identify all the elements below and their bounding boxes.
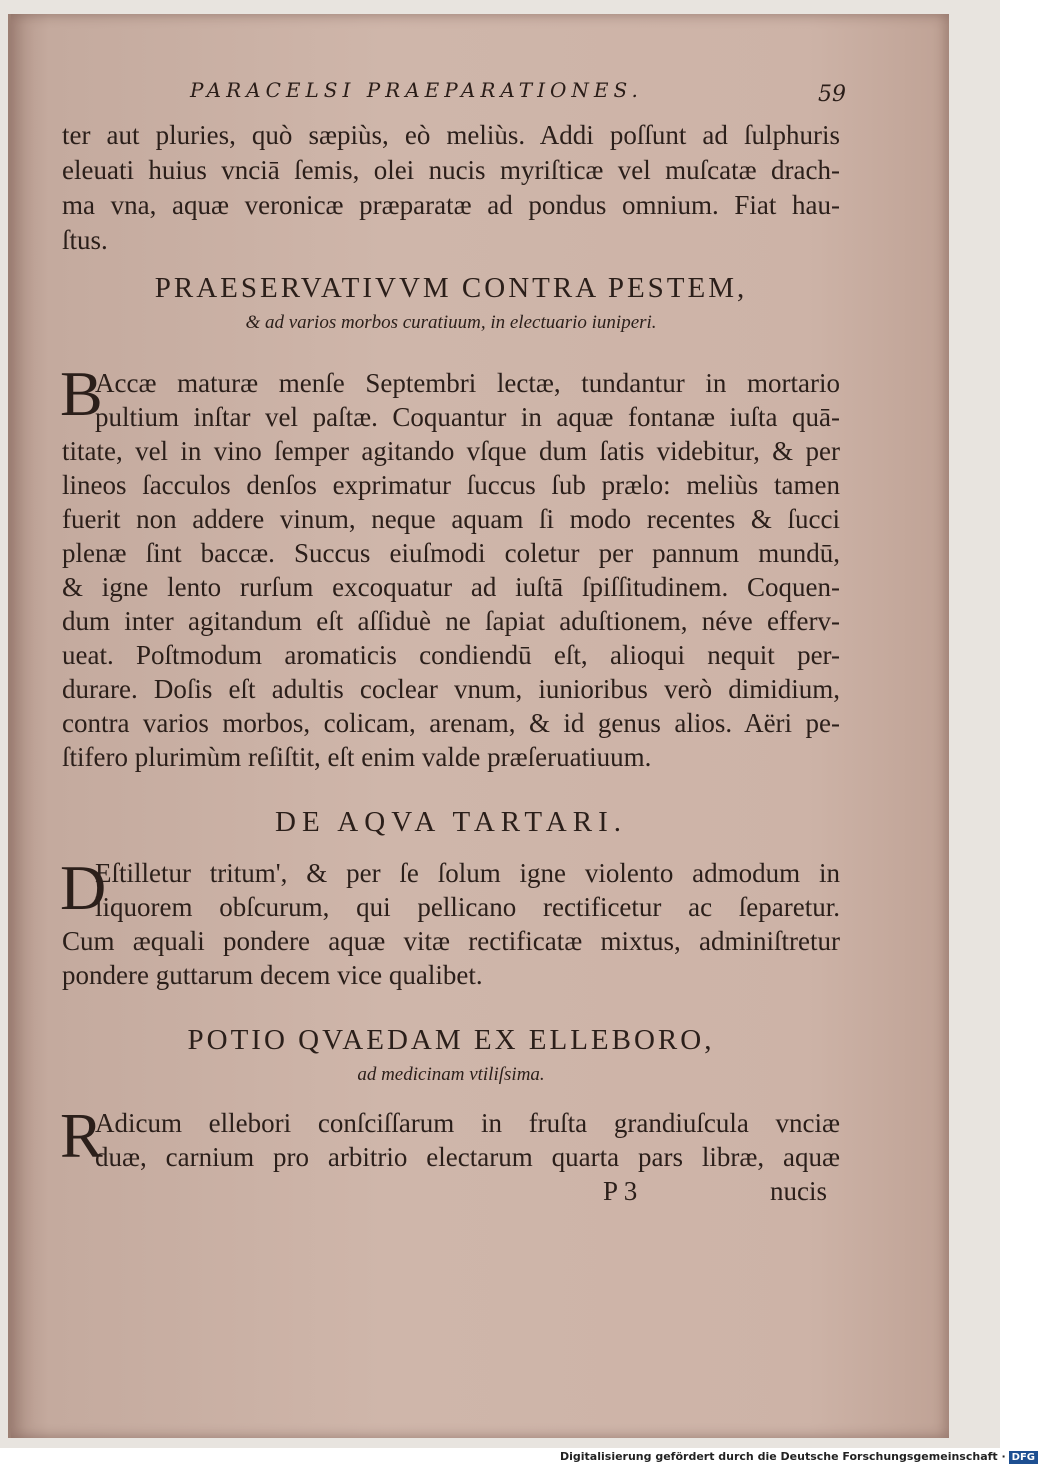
text-line: Cum æquali pondere aquæ vitæ rectificatæ mixtus, adminiſtretur xyxy=(62,926,840,956)
dfg-logo: DFG xyxy=(1009,1451,1038,1464)
text-line: plenæ ſint baccæ. Succus eiuſmodi coletur per pannum mundū, xyxy=(62,538,840,568)
text-line: pultium inſtar vel paſtæ. Coquantur in aquæ fontanæ iuſta quā- xyxy=(95,402,840,432)
drop-cap: B xyxy=(60,358,103,429)
section-heading: DE AQVA TARTARI. xyxy=(275,806,627,838)
section-subheading: & ad varios morbos curatiuum, in electuario iuniperi. xyxy=(245,312,657,333)
drop-cap: D xyxy=(60,852,107,923)
text-line: pondere guttarum decem vice qualibet. xyxy=(62,960,483,990)
text-line: fuerit non addere vinum, neque aquam ſi modo recentes & ſucci xyxy=(62,504,840,534)
running-head: PARACELSI PRAEPARATIONES. xyxy=(190,78,643,102)
text-line: durare. Doſis eſt adultis coclear vnum, iunioribus verò dimidium, xyxy=(62,674,840,704)
text-line: titate, vel in vino ſemper agitando vſque dum ſatis videbitur, & per xyxy=(62,436,840,466)
signature-mark: P 3 xyxy=(603,1176,638,1206)
drop-cap: R xyxy=(60,1100,103,1171)
text-line: ueat. Poſtmodum aromaticis condiendū eſt, alioqui nequit per- xyxy=(62,640,840,670)
section-subheading: ad medicinam vtiliſsima. xyxy=(357,1064,545,1085)
text-line: dum inter agitandum eſt aſſiduè ne ſapiat aduſtionem, néve efferv- xyxy=(62,606,840,636)
text-line: ter aut pluries, quò sæpiùs, eò meliùs. Addi poſſunt ad ſulphuris xyxy=(62,120,840,150)
text-line: liquorem obſcurum, qui pellicano rectificetur ac ſeparetur. xyxy=(95,892,840,922)
page-number: 59 xyxy=(818,82,846,107)
text-line: eleuati huius vnciā ſemis, olei nucis myriſticæ vel muſcatæ drach- xyxy=(62,155,840,185)
text-line: Eſtilletur tritum', & per ſe ſolum igne violento admodum in xyxy=(95,858,840,888)
digitization-credit xyxy=(560,1450,1036,1464)
text-line: ſtus. xyxy=(62,225,108,255)
text-line: duæ, carnium pro arbitrio electarum quarta pars libræ, aquæ xyxy=(95,1142,840,1172)
credit-text: Digitalisierung gefördert durch die Deutsche Forschungsgemeinschaft · xyxy=(560,1450,1006,1463)
text-line: ma vna, aquæ veronicæ præparatæ ad pondus omnium. Fiat hau- xyxy=(62,190,840,220)
page-edge xyxy=(0,14,8,1438)
text-line: lineos ſacculos denſos exprimatur ſuccus ſub prælo: meliùs tamen xyxy=(62,470,840,500)
text-line: Accæ maturæ menſe Septembri lectæ, tundantur in mortario xyxy=(95,368,840,398)
text-line: contra varios morbos, colicam, arenam, & id genus alios. Aëri pe- xyxy=(62,708,840,738)
text-line: ſtifero plurimùm reſiſtit, eſt enim valde præſeruatiuum. xyxy=(62,742,652,772)
text-line: & igne lento rurſum excoquatur ad iuſtā ſpiſſitudinem. Coquen- xyxy=(62,572,840,602)
catchword: nucis xyxy=(770,1176,827,1206)
section-heading: PRAESERVATIVVM CONTRA PESTEM, xyxy=(154,272,748,304)
section-heading: POTIO QVAEDAM EX ELLEBORO, xyxy=(187,1024,715,1056)
text-line: Adicum ellebori conſciſſarum in fruſta grandiuſcula vnciæ xyxy=(95,1108,840,1138)
